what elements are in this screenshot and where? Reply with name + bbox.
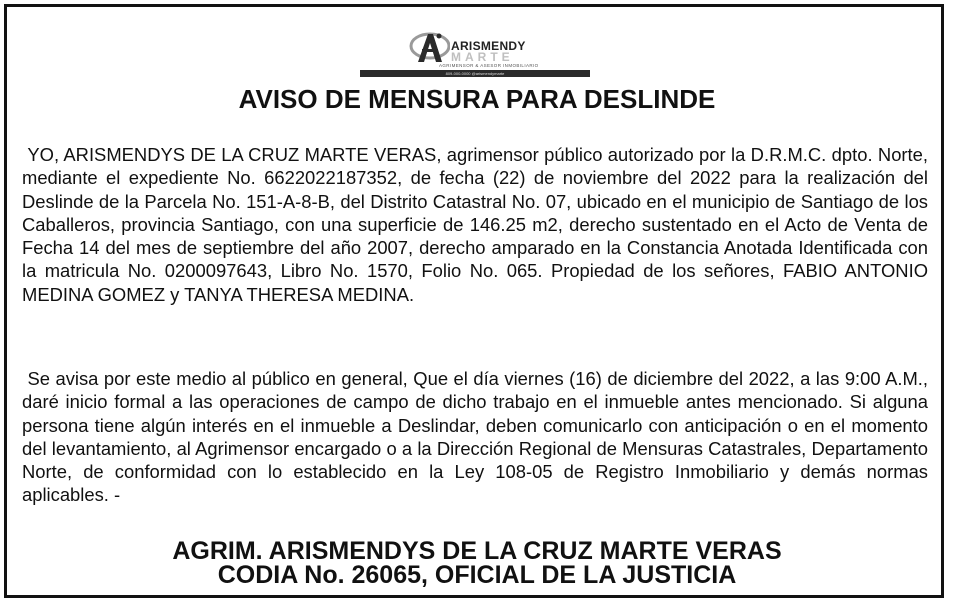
signature-credentials: CODIA No. 26065, OFICIAL DE LA JUSTICIA xyxy=(217,561,737,589)
notice-paragraph-1: YO, ARISMENDYS DE LA CRUZ MARTE VERAS, agrimensor público autorizado por la D.R.M.C. dpto. Norte, mediante el expediente No. 6622022187352, de fecha (22) de noviembre del 2022 para la realización del Deslinde de la Parcela No. 151-A-8-B, del Distrito Catastral No. 07, ubicado en el municipio de Santiago de los Caballeros, provincia Santiago, con una superficie de 146.25 m2, derecho sustentado en el Acto de Venta de Fecha 14 del mes de septiembre del año 2007, derecho amparado en la Constancia Anotada Identificada con la matricula No. 0200097643, Libro No. 1570, Folio No. 065. Propiedad de los señores, FABIO ANTONIO MEDINA GOMEZ y TANYA THERESA MEDINA. xyxy=(22,144,928,305)
logo-name-line2: MARTE xyxy=(451,50,514,64)
logo-name-line1: ARISMENDY xyxy=(451,39,526,53)
notice-title: AVISO DE MENSURA PARA DESLINDE xyxy=(238,84,716,114)
logo-contact: 809-000-0000 @arismendymarte xyxy=(445,71,505,76)
notice-paragraph-2: Se avisa por este medio al público en general, Que el día viernes (16) de diciembre del 2022, a las 9:00 A.M., daré inicio formal a las operaciones de campo de dicho trabajo en el inmueble antes mencionado. Si alguna persona tiene algún interés en el inmueble a Deslindar, deben comunicarlo con anticipación o en el momento del levantamiento, al Agrimensor encargado o a la Dirección Regional de Mensuras Catastrales, Departamento Norte, de conformidad con lo establecido en la Ley 108-05 de Registro Inmobiliario y demás normas aplicables. - xyxy=(22,368,928,506)
surveyor-logo-icon xyxy=(408,28,450,64)
logo-tagline: AGRIMENSOR & ASESOR INMOBILIARIO xyxy=(439,63,539,68)
signature-name: AGRIM. ARISMENDYS DE LA CRUZ MARTE VERAS xyxy=(172,537,782,565)
logo-contact-bar xyxy=(360,70,590,77)
company-logo xyxy=(405,28,545,78)
